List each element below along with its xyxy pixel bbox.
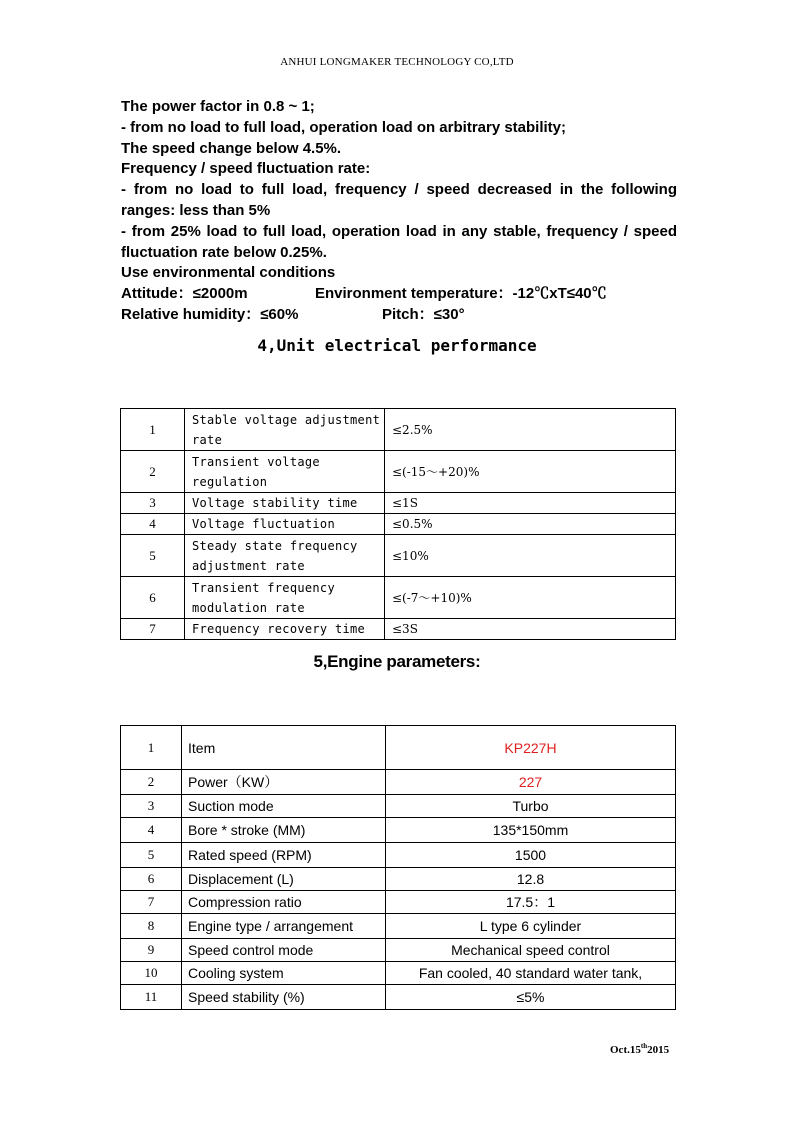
item-value-cell: Mechanical speed control (386, 939, 676, 962)
item-name-cell: Rated speed (RPM) (182, 843, 386, 868)
date-main: Oct.15 (610, 1044, 641, 1056)
table-row (121, 891, 676, 914)
item-value-cell: ≤3S (385, 619, 676, 640)
item-value-cell: KP227H (386, 726, 676, 770)
item-name-cell: Stable voltage adjustment rate (185, 409, 385, 451)
item-value-cell: Turbo (386, 795, 676, 818)
item-value-cell: ≤2.5% (385, 409, 676, 451)
row-number-cell: 5 (121, 843, 182, 868)
row-number-cell: 11 (121, 985, 182, 1010)
row-number-cell: 4 (121, 818, 182, 843)
body-line: The speed change below 4.5%. (121, 139, 342, 157)
item-name-cell: Engine type / arrangement (182, 914, 386, 939)
row-number-cell: 7 (121, 619, 185, 640)
body-line: - from 25% load to full load, operation load in any stable, frequency / speed fluctuation rate below 0.25%. (121, 222, 677, 261)
table-row (121, 619, 676, 640)
item-value-cell: ≤(-7～+10)% (385, 577, 676, 619)
row-number-cell: 7 (121, 891, 182, 914)
item-name-cell: Voltage stability time (185, 493, 385, 514)
row-number-cell: 10 (121, 962, 182, 985)
item-value-cell: 1500 (386, 843, 676, 868)
table-row (121, 914, 676, 939)
engine-parameters-table (120, 725, 676, 1010)
table-row (121, 451, 676, 493)
env-row-2 (121, 305, 677, 326)
item-value-cell: L type 6 cylinder (386, 914, 676, 939)
humidity-text: Relative humidity：≤60% (121, 305, 299, 323)
body-line: - from no load to full load, operation load on arbitrary stability; (121, 118, 567, 136)
item-value-cell: ≤5% (386, 985, 676, 1010)
body-line: Use environmental conditions (121, 264, 336, 282)
intro-text (121, 97, 677, 326)
pitch-text: Pitch：≤30° (382, 305, 465, 323)
item-name-cell: Bore * stroke (MM) (182, 818, 386, 843)
table-row (121, 726, 676, 770)
item-name-cell: Cooling system (182, 962, 386, 985)
item-name-cell: Transient voltage regulation (185, 451, 385, 493)
env-temperature-text: Environment temperature：-12℃xT≤40℃ (315, 285, 607, 303)
document-date (610, 1042, 669, 1056)
row-number-cell: 1 (121, 726, 182, 770)
table-row (121, 493, 676, 514)
item-value-cell: ≤0.5% (385, 514, 676, 535)
table-row (121, 939, 676, 962)
item-name-cell: Speed stability (%) (182, 985, 386, 1010)
company-header: ANHUI LONGMAKER TECHNOLOGY CO,LTD (280, 56, 514, 68)
item-name-cell: Steady state frequency adjustment rate (185, 535, 385, 577)
item-name-cell: Transient frequency modulation rate (185, 577, 385, 619)
row-number-cell: 3 (121, 795, 182, 818)
row-number-cell: 1 (121, 409, 185, 451)
item-name-cell: Displacement (L) (182, 868, 386, 891)
table-row (121, 795, 676, 818)
row-number-cell: 2 (121, 451, 185, 493)
item-name-cell: Frequency recovery time (185, 619, 385, 640)
item-value-cell: Fan cooled, 40 standard water tank, (386, 962, 676, 985)
item-name-cell: Speed control mode (182, 939, 386, 962)
row-number-cell: 2 (121, 770, 182, 795)
row-number-cell: 6 (121, 868, 182, 891)
table-row (121, 985, 676, 1010)
item-value-cell: ≤10% (385, 535, 676, 577)
table-row (121, 577, 676, 619)
date-year: 2015 (647, 1044, 670, 1056)
env-row-1 (121, 284, 677, 305)
item-value-cell: ≤(-15～+20)% (385, 451, 676, 493)
row-number-cell: 8 (121, 914, 182, 939)
altitude-text: Attitude：≤2000m (121, 285, 248, 303)
item-value-cell: 227 (386, 770, 676, 795)
table-row (121, 962, 676, 985)
item-name-cell: Suction mode (182, 795, 386, 818)
item-value-cell: ≤1S (385, 493, 676, 514)
section5-title: 5,Engine parameters: (313, 652, 481, 671)
section4-title: 4,Unit electrical performance (257, 336, 537, 355)
row-number-cell: 5 (121, 535, 185, 577)
item-name-cell: Compression ratio (182, 891, 386, 914)
table-row (121, 770, 676, 795)
table-row (121, 818, 676, 843)
row-number-cell: 6 (121, 577, 185, 619)
date-suffix: th (640, 1042, 648, 1050)
item-name-cell: Item (182, 726, 386, 770)
table-row (121, 514, 676, 535)
electrical-performance-table (120, 408, 676, 640)
item-value-cell: 17.5：1 (386, 891, 676, 914)
item-value-cell: 135*150mm (386, 818, 676, 843)
row-number-cell: 3 (121, 493, 185, 514)
table-row (121, 843, 676, 868)
row-number-cell: 9 (121, 939, 182, 962)
table-row (121, 535, 676, 577)
body-line: The power factor in 0.8 ~ 1; (121, 98, 315, 115)
body-line: - from no load to full load, frequency / speed decreased in the following ranges: less than 5% (121, 181, 677, 219)
item-name-cell: Voltage fluctuation (185, 514, 385, 535)
item-name-cell: Power（KW） (182, 770, 386, 795)
table-row (121, 868, 676, 891)
row-number-cell: 4 (121, 514, 185, 535)
body-line: Frequency / speed fluctuation rate: (121, 160, 371, 178)
item-value-cell: 12.8 (386, 868, 676, 891)
table-row (121, 409, 676, 451)
